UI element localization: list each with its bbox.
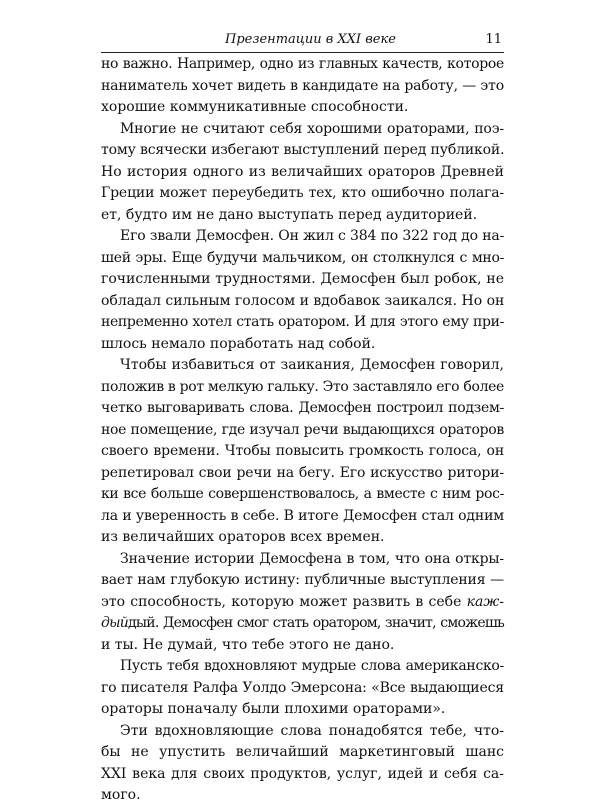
page-number: 11 <box>485 32 502 47</box>
text-line: ораторы поначалу были плохими ораторами». <box>101 701 446 717</box>
text-line: Чтобы избавиться от заикания, Демосфен говорил, <box>120 357 504 373</box>
text-line: обладал сильным голосом и вдобавок заикался. Но он <box>101 292 505 309</box>
emphasis-text: дый <box>101 615 129 631</box>
text-run: дый. Демосфен смог стать оратором, значит, сможешь <box>128 615 504 631</box>
text-run: это способность, которую может развить в себе <box>101 593 462 610</box>
text-line: XXI века для своих продуктов, услуг, идей и себя са- <box>101 765 504 782</box>
text-line: Его звали Демосфен. Он жил с 384 по 322 год до на- <box>120 228 505 244</box>
text-line: хорошие коммуникативные способности. <box>101 99 409 115</box>
paragraph <box>101 721 504 807</box>
text-line: го писателя Ралфа Уолдо Эмерсона: «Все выдающиеся <box>101 679 504 696</box>
text-line: из величайших ораторов всех времен. <box>101 529 385 545</box>
text-line: Пусть тебя вдохновляют мудрые слова американско- <box>120 658 504 674</box>
paragraph <box>101 355 504 549</box>
text-line <box>101 592 504 614</box>
text-line: и ты. Не думай, что тебе этого не дано. <box>101 636 395 653</box>
paragraph <box>101 119 504 227</box>
text-line: Значение истории Демосфена в том, что она откры- <box>120 550 504 567</box>
text-line: Греции может переубедить тех, кто ошибочно полага- <box>101 185 504 201</box>
paragraph <box>101 54 504 119</box>
text-line: шей эры. Еще будучи мальчиком, он столкнулся с мно- <box>101 249 504 266</box>
text-line: непременно хотел стать оратором. И для этого ему при- <box>101 314 504 330</box>
text-line: ла и уверенность в себе. В итоге Демосфен стал одним <box>101 507 504 524</box>
paragraph <box>101 656 504 721</box>
text-line: положив в рот мелкую гальку. Это заставляло его более <box>101 378 504 395</box>
text-line <box>101 613 504 635</box>
text-line: репетировал свои речи на бегу. Его искусство ритори- <box>101 464 504 481</box>
text-line: шлось немало поработать над собой. <box>101 335 376 352</box>
text-line: ки все больше совершенствовалось, а вместе с ним рос- <box>101 486 504 502</box>
paragraph <box>101 226 504 355</box>
text-line: четко выговаривать слова. Демосфен построил подзем- <box>101 400 504 416</box>
text-line: тому всячески избегают выступлений перед публикой. <box>101 142 505 158</box>
text-line: Многие не считают себя хорошими ораторами, поэ- <box>120 120 504 137</box>
text-line: ное помещение, где изучал речи выдающихся ораторов <box>101 421 504 438</box>
text-line: ет, будто им не дано выступать перед аудиторией. <box>101 206 478 223</box>
text-line: Но история одного из величайших ораторов Древней <box>101 163 504 180</box>
running-header <box>101 30 504 53</box>
text-line: но важно. Например, одно из главных качеств, которое <box>101 56 504 72</box>
text-line: Эти вдохновляющие слова понадобятся тебе, что- <box>120 722 504 739</box>
text-line: вает нам глубокую истину: публичные выступления — <box>101 572 504 588</box>
running-title: Презентации в XXI веке <box>225 32 396 47</box>
text-line: бы не упустить величайший маркетинговый шанс <box>101 744 504 760</box>
paragraph <box>101 549 504 657</box>
text-line: наниматель хочет видеть в кандидате на работу, — это <box>101 77 504 94</box>
emphasis-text: каж- <box>466 593 504 610</box>
text-line: своего времени. Чтобы повысить громкость голоса, он <box>101 443 504 459</box>
text-line: гочисленными трудностями. Демосфен был робок, не <box>101 271 504 287</box>
text-line: мого. <box>101 787 141 803</box>
body-text <box>101 54 504 807</box>
